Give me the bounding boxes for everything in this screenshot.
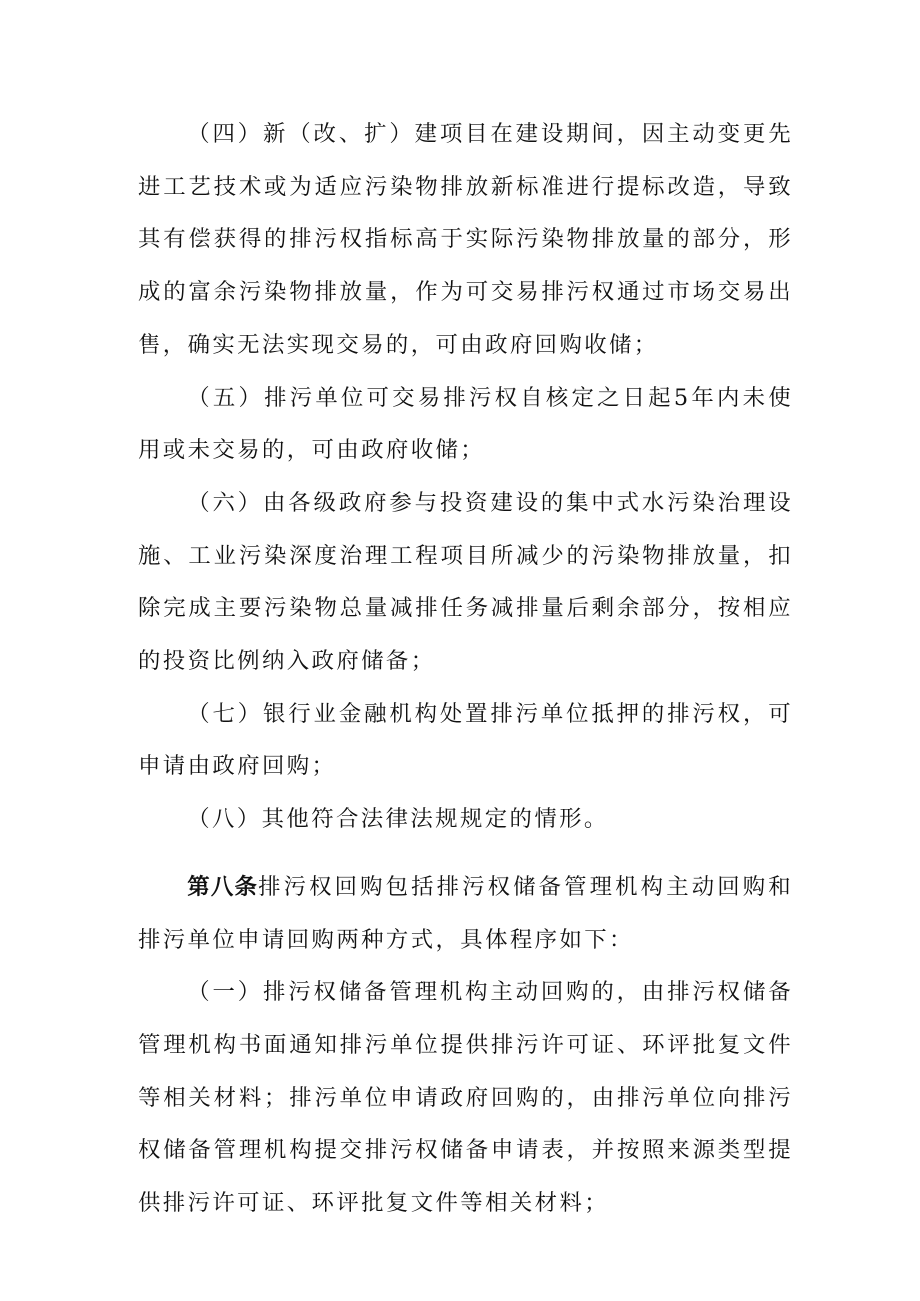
paragraph-item-7: （七）银行业金融机构处置排污单位抵押的排污权，可申请由政府回购； xyxy=(138,700,793,780)
article-8-text: 排污权回购包括排污权储备管理机构主动回购和排污单位申请回购两种方式，具体程序如下： xyxy=(138,873,794,953)
paragraph-item-8: （八）其他符合法律法规规定的情形。 xyxy=(187,806,609,833)
article-8-item-1: （一）排污权储备管理机构主动回购的，由排污权储备管理机构书面通知排污单位提供排污许可证、环评批复文件等相关材料；排污单位申请政府回购的，由排污单位向排污权储备管理机构提交排污权储备申请表，并按照来源类型提供排污许可证、环评批复文件等相关材料； xyxy=(138,979,793,1217)
article-8-title: 第八条 xyxy=(187,873,259,900)
document-body xyxy=(138,108,793,1230)
paragraph-item-5: （五）排污单位可交易排污权自核定之日起5年内未使用或未交易的，可由政府收储； xyxy=(138,384,793,464)
article-8-paragraph xyxy=(138,861,793,966)
paragraph-item-4: （四）新（改、扩）建项目在建设期间，因主动变更先进工艺技术或为适应污染物排放新标准进行提标改造，导致其有偿获得的排污权指标高于实际污染物排放量的部分，形成的富余污染物排放量，作为可交易排污权通过市场交易出售，确实无法实现交易的，可由政府回购收储； xyxy=(138,121,793,358)
paragraph-item-6: （六）由各级政府参与投资建设的集中式水污染治理设施、工业污染深度治理工程项目所减少的污染物排放量，扣除完成主要污染物总量减排任务减排量后剩余部分，按相应的投资比例纳入政府储备； xyxy=(138,489,793,675)
